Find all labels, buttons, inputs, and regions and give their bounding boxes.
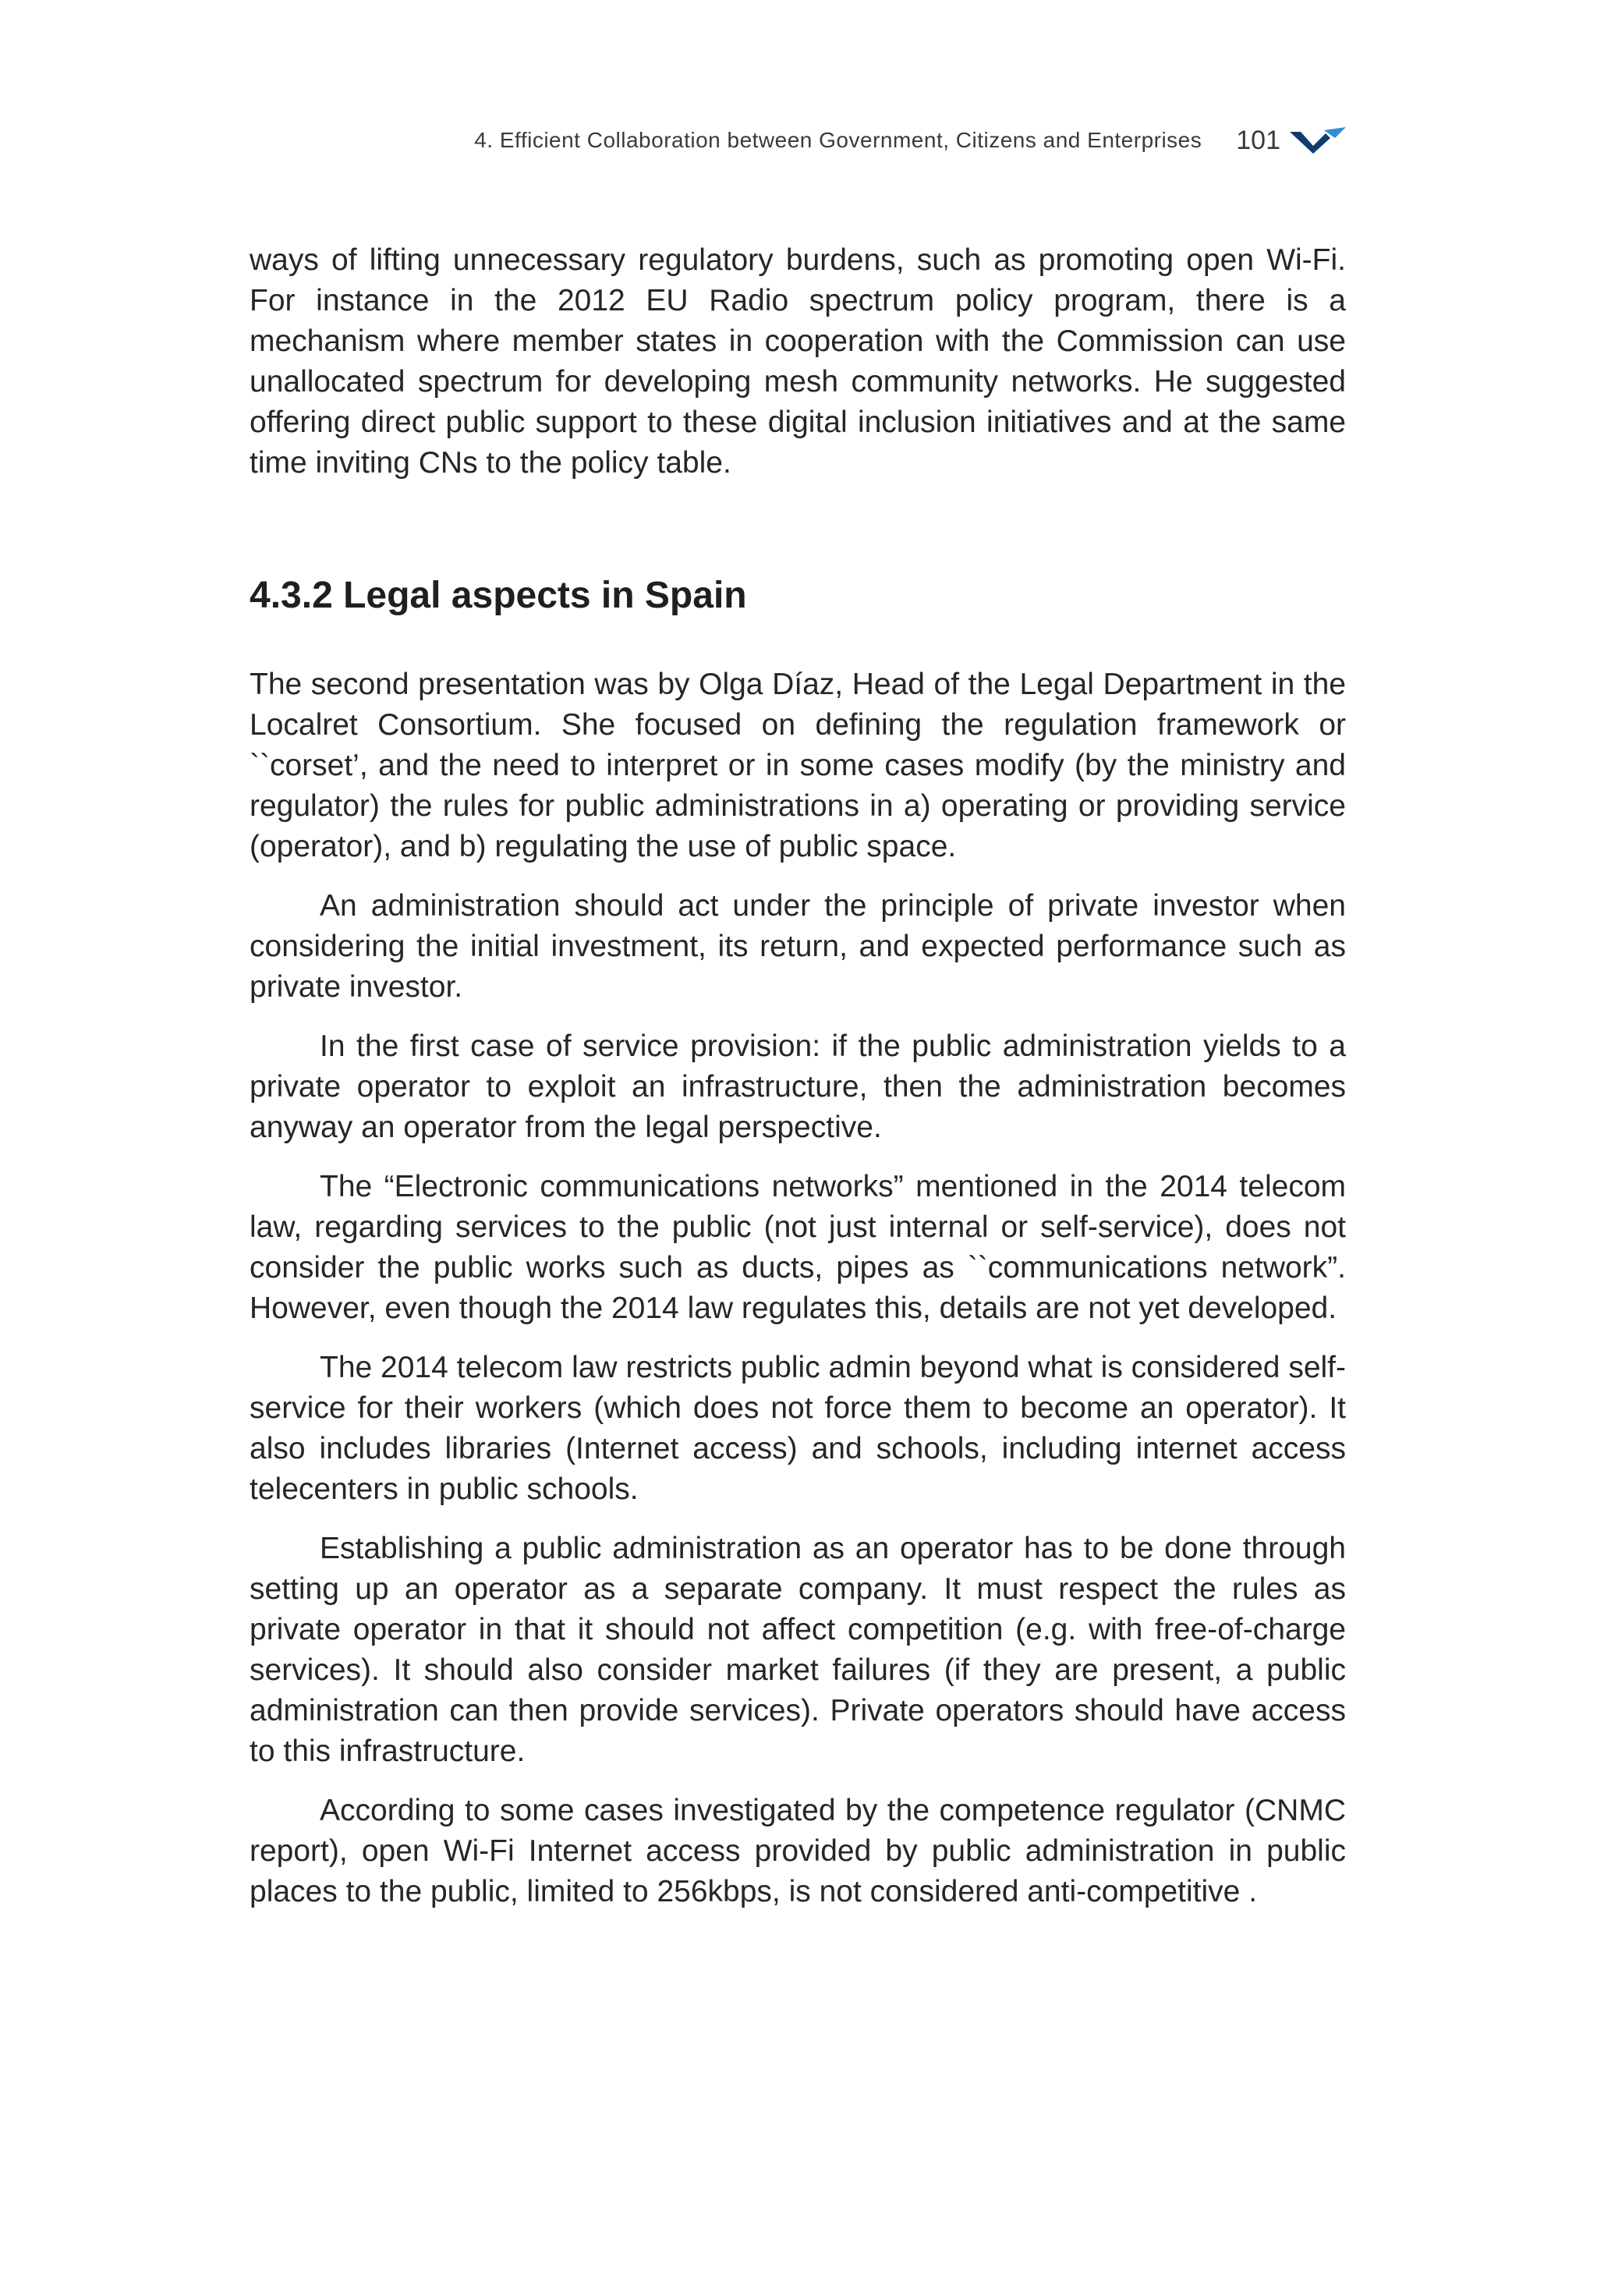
- running-header: [250, 117, 1346, 164]
- logo-dark-chevron: [1290, 132, 1330, 154]
- intro-paragraph: ways of lifting unnecessary regulatory burdens, such as promoting open Wi-Fi. For instance in the 2012 EU Radio spectrum policy program, there is a mechanism where member states in cooperation with the Commission can use unallocated spectrum for developing mesh community networks. He suggested offering direct public support to these digital inclusion initiatives and at the same time inviting CNs to the policy table.: [250, 243, 1346, 480]
- page-number: 101: [1236, 125, 1280, 155]
- paragraph: Establishing a public administration as an operator has to be done through setting up an operator as a separate company. It must respect the rules as private operator in that it should not affect competition (e.g. with free-of-charge services). It should also consider market failures (if they are present, a public administration can then provide services). Private operators should have access to this infrastructure.: [250, 1532, 1346, 1768]
- paragraph: The 2014 telecom law restricts public admin beyond what is considered self-service for their workers (which does not force them to become an operator). It also includes libraries (Internet access) and schools, including internet access telecenters in public schools.: [250, 1351, 1346, 1506]
- running-title: 4. Efficient Collaboration between Government, Citizens and Enterprises: [474, 128, 1202, 152]
- paragraph: An administration should act under the principle of private investor when considering the initial investment, its return, and expected performance such as private investor.: [250, 889, 1346, 1004]
- paragraph: According to some cases investigated by the competence regulator (CNMC report), open Wi-Fi Internet access provided by public administration in public places to the public, limited to 256kbps, is not considered anti-competitive .: [250, 1794, 1346, 1908]
- paragraph: The “Electronic communications networks” mentioned in the 2014 telecom law, regarding services to the public (not just internal or self-service), does not consider the public works such as ducts, pipes as ``communications network”. However, even though the 2014 law regulates this, details are not yet developed.: [250, 1170, 1346, 1325]
- paragraph: The second presentation was by Olga Díaz, Head of the Legal Department in the Localret Consortium. She focused on defining the regulation framework or ``corset’, and the need to interpret or in some cases modify (by the ministry and regulator) the rules for public administrations in a) operating or providing service (operator), and b) regulating the use of public space.: [250, 668, 1346, 863]
- paragraph: In the first case of service provision: if the public administration yields to a private operator to exploit an infrastructure, then the administration becomes anyway an operator from the legal perspective.: [250, 1029, 1346, 1144]
- section-heading: 4.3.2 Legal aspects in Spain: [250, 575, 747, 616]
- main-text: [250, 240, 1346, 1912]
- publisher-chevron-logo-icon: [1290, 127, 1346, 154]
